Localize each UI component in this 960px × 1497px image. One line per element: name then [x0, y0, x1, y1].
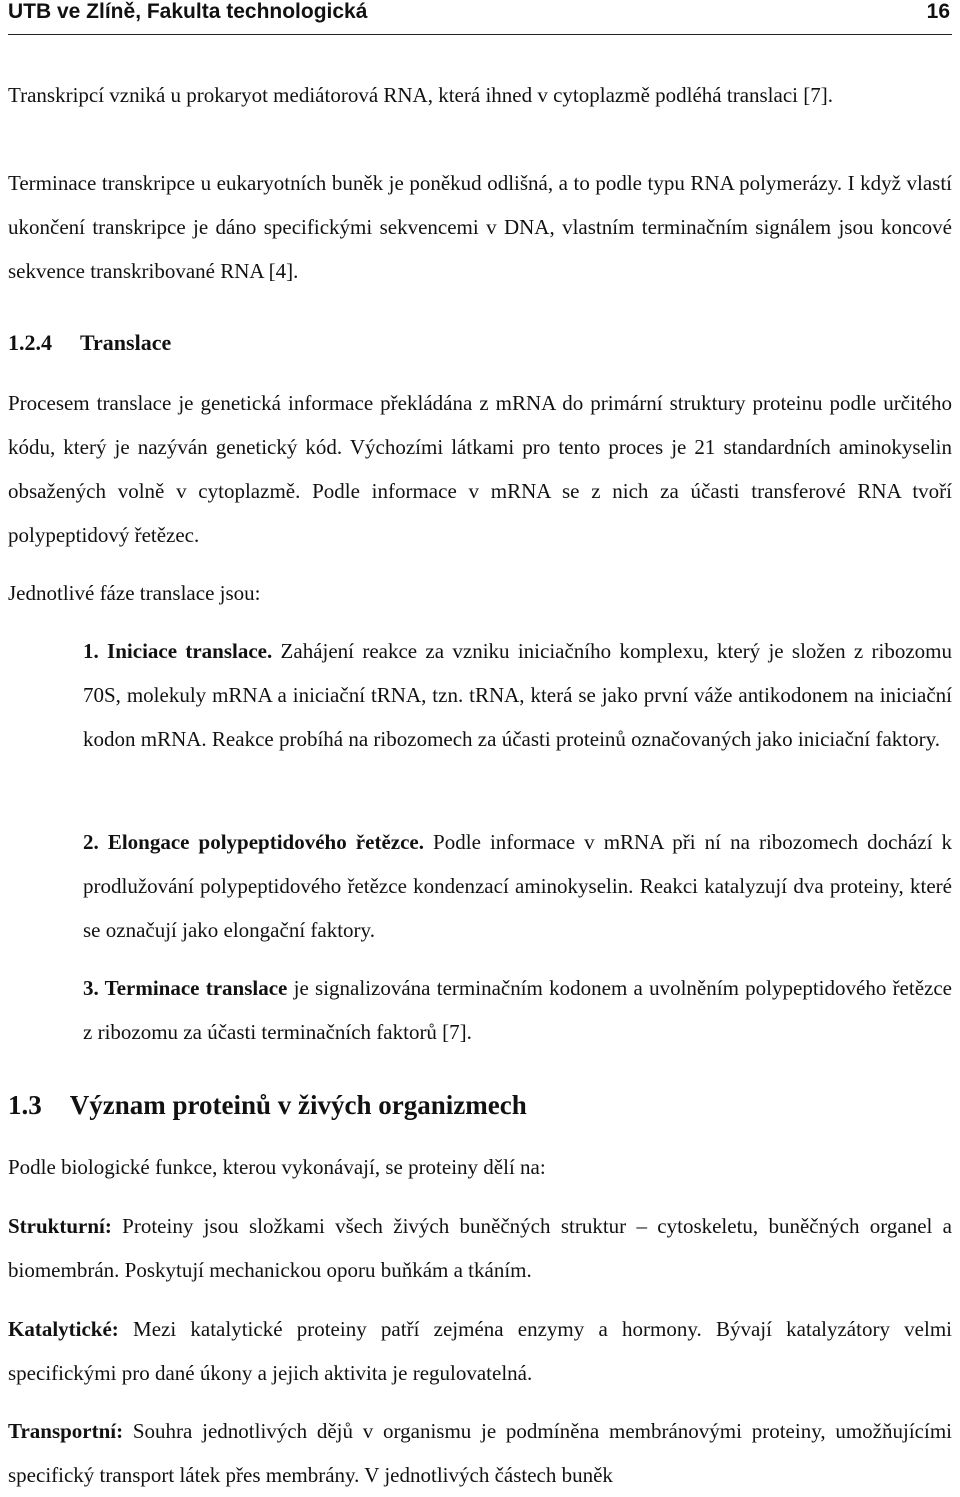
page-number: 16	[926, 0, 950, 23]
phases-intro: Jednotlivé fáze translace jsou:	[8, 581, 261, 605]
phase-title: 2. Elongace polypeptidového řetězce.	[83, 830, 424, 854]
function-term: Strukturní:	[8, 1214, 112, 1238]
function-text: Souhra jednotlivých dějů v organismu je podmíněna membránovými proteiny, umožňujícími specifický transport látek přes membrány. V jednotlivých částech buněk	[8, 1419, 952, 1487]
subsection-number: 1.2.4	[8, 330, 52, 355]
subsection-heading	[8, 330, 171, 356]
phase-title: 3. Terminace translace	[83, 976, 288, 1000]
protein-function-intro: Podle biologické funkce, kterou vykonávají, se proteiny dělí na:	[8, 1155, 546, 1179]
paragraph-termination: Terminace transkripce u eukaryotních buněk je poněkud odlišná, a to podle typu RNA polymerázy. I když vlastí ukončení transkripce je dáno specifickými sekvencemi v DNA, vlastním terminačním signálem jsou koncové sekvence transkribované RNA [4].	[8, 171, 952, 283]
phase-text: Podle informace v mRNA při ní na ribozomech dochází k prodlužování polypeptidového řetězce kondenzací aminokyselin. Reakci katalyzují dva proteiny, které se označují jako elongační faktory.	[83, 830, 953, 942]
section-number: 1.3	[8, 1090, 42, 1120]
header-institution: UTB ve Zlíně, Fakulta technologická	[8, 0, 368, 23]
document-page	[8, 0, 952, 1490]
function-term: Transportní:	[8, 1419, 124, 1443]
phase-title: 1. Iniciace translace.	[83, 639, 273, 663]
protein-function-item	[8, 1204, 952, 1292]
section-heading	[8, 1090, 527, 1121]
protein-function-item	[8, 1307, 952, 1395]
section-title: Význam proteinů v živých organizmech	[69, 1090, 527, 1120]
phase-item	[83, 820, 952, 952]
phase-item	[83, 966, 952, 1054]
function-text: Proteiny jsou složkami všech živých buněčných struktur – cytoskeletu, buněčných organel a biomembrán. Poskytují mechanickou oporu buňkám a tkáním.	[8, 1214, 952, 1282]
phase-text: Zahájení reakce za vzniku iniciačního komplexu, který je složen z ribozomu 70S, molekuly mRNA a iniciační tRNA, tzn. tRNA, která se jako první váže antikodonem na iniciační kodon mRNA. Reakce probíhá na ribozomech za účasti proteinů označovaných jako iniciační faktory.	[83, 639, 953, 751]
paragraph-transcription-prokaryotes: Transkripcí vzniká u prokaryot mediátorová RNA, která ihned v cytoplazmě podléhá translaci [7].	[8, 83, 833, 107]
function-term: Katalytické:	[8, 1317, 119, 1341]
phase-item	[83, 629, 952, 761]
phase-text: je signalizována terminačním kodonem a uvolněním polypeptidového řetězce z ribozomu za účasti terminačních faktorů [7].	[83, 976, 952, 1044]
subsection-title: Translace	[80, 330, 172, 355]
paragraph-translation: Procesem translace je genetická informace překládána z mRNA do primární struktury proteinu podle určitého kódu, který je nazýván genetický kód. Výchozími látkami pro tento proces je 21 standardních aminokyselin obsažených volně v cytoplazmě. Podle informace v mRNA se z nich za účasti transferové RNA tvoří polypeptidový řetězec.	[8, 391, 952, 547]
protein-function-item	[8, 1409, 952, 1497]
page-header	[8, 0, 952, 35]
function-text: Mezi katalytické proteiny patří zejména enzymy a hormony. Bývají katalyzátory velmi specifickými pro dané úkony a jejich aktivita je regulovatelná.	[8, 1317, 952, 1385]
